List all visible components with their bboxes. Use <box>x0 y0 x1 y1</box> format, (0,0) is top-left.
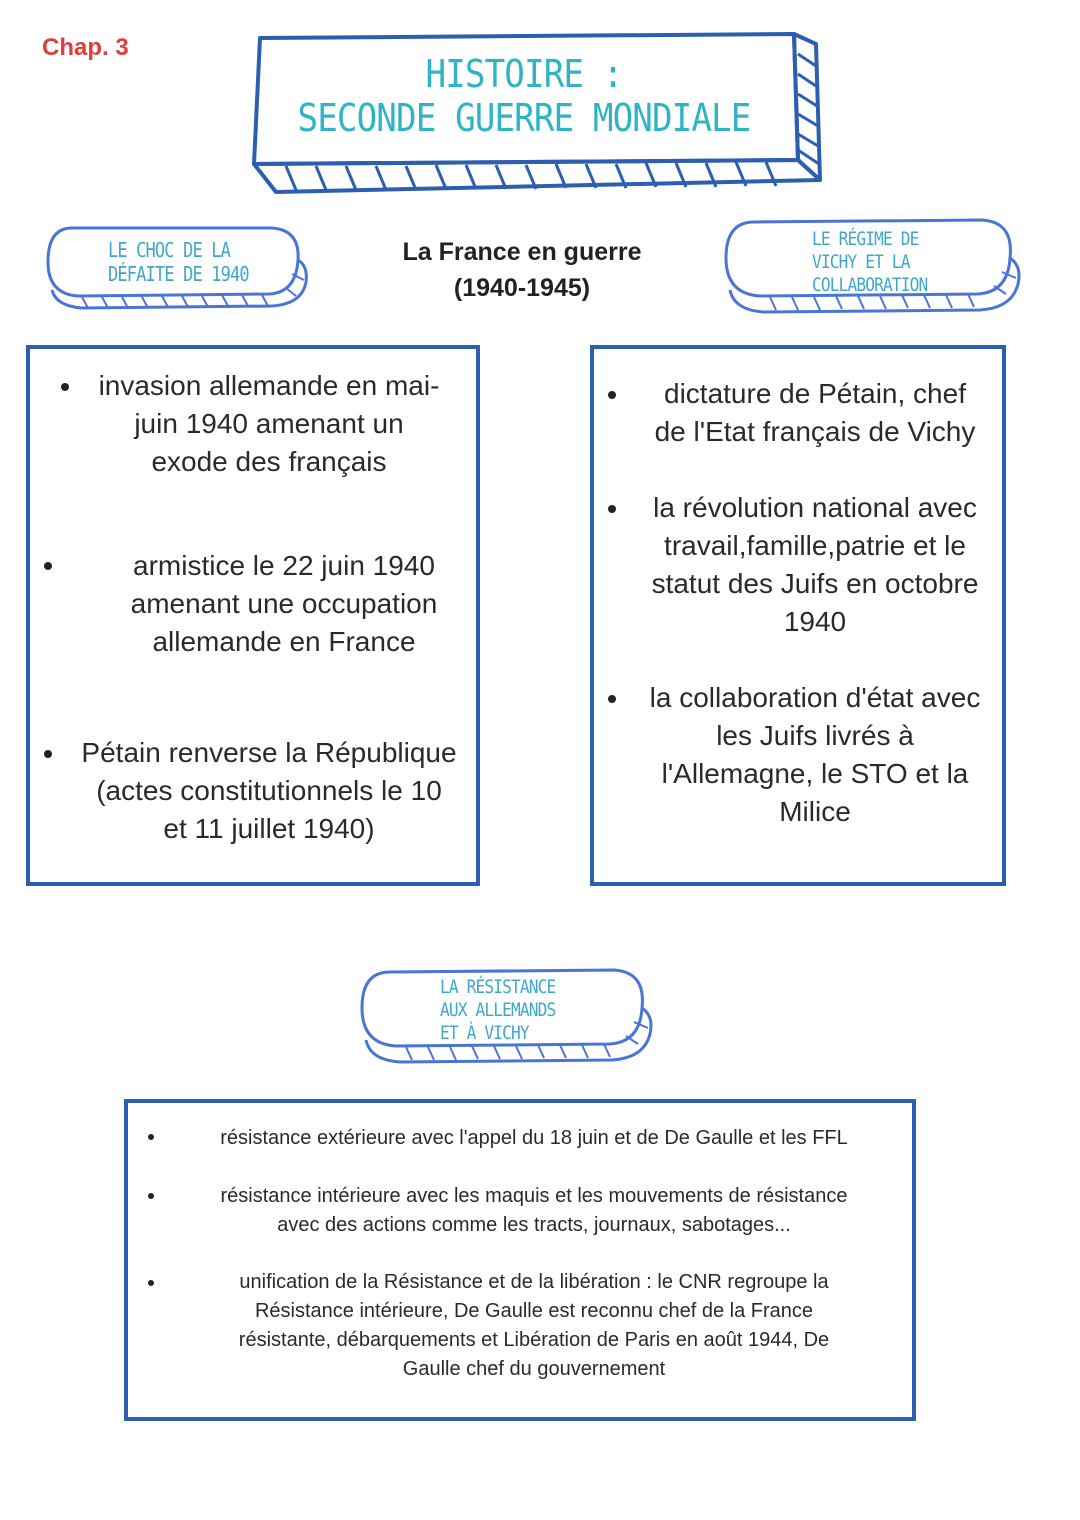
text-line: Résistance intérieure, De Gaulle est reconnu chef de la France <box>254 1300 814 1322</box>
defeat-item-2 <box>94 547 474 661</box>
bullet <box>608 695 616 703</box>
pill-resistance-line: LA RÉSISTANCE <box>440 976 556 998</box>
vichy-item-1 <box>626 375 1004 451</box>
chapter-label: Chap. 3 <box>42 34 129 61</box>
pill-defeat-line: LE CHOC DE LA <box>108 238 231 262</box>
pill-vichy-line: COLLABORATION <box>812 274 928 296</box>
pill-resistance-line: AUX ALLEMANDS <box>440 999 556 1021</box>
text-line: résistance intérieure avec les maquis et les mouvements de résistance <box>220 1185 848 1207</box>
text-line: Gaulle chef du gouvernement <box>402 1358 666 1380</box>
vichy-item-2 <box>626 489 1004 641</box>
text-line: résistance extérieure avec l'appel du 18 juin et de De Gaulle et les FFL <box>220 1127 848 1149</box>
text-line: statut des Juifs en octobre <box>651 568 979 599</box>
pill-vichy-line: VICHY ET LA <box>812 251 910 273</box>
title-line-2: SECONDE GUERRE MONDIALE <box>297 96 751 140</box>
text-line: invasion allemande en mai- <box>98 370 440 401</box>
resistance-item-1 <box>164 1124 904 1153</box>
text-line: et 11 juillet 1940) <box>163 813 375 844</box>
page-title <box>288 52 760 140</box>
text-line: travail,famille,patrie et le <box>664 530 966 561</box>
pill-defeat-label <box>108 238 249 286</box>
text-line: 1940 <box>783 606 847 637</box>
text-line: juin 1940 amenant un <box>134 408 404 439</box>
bullet <box>608 391 616 399</box>
text-line: Pétain renverse la République <box>81 737 457 768</box>
text-line: l'Allemagne, le STO et la <box>661 758 969 789</box>
pill-resistance-line: ET À VICHY <box>440 1022 529 1044</box>
bullet <box>61 383 69 391</box>
text-line: armistice le 22 juin 1940 <box>133 550 435 581</box>
section-title <box>380 234 664 306</box>
bullet <box>148 1193 154 1199</box>
pill-defeat-line: DÉFAITE DE 1940 <box>108 262 249 286</box>
text-line: unification de la Résistance et de la libération : le CNR regroupe la <box>239 1271 829 1293</box>
resistance-item-2 <box>164 1182 904 1240</box>
text-line: amenant une occupation <box>130 588 438 619</box>
title-line-1: HISTOIRE : <box>425 52 623 96</box>
resistance-item-3 <box>164 1268 904 1384</box>
bullet <box>608 505 616 513</box>
pill-resistance-label <box>440 976 555 1045</box>
text-line: résistante, débarquements et Libération de Paris en août 1944, De <box>238 1329 830 1351</box>
text-line: la collaboration d'état avec <box>649 682 981 713</box>
bullet <box>44 562 52 570</box>
bullet <box>148 1134 154 1140</box>
pill-vichy-line: LE RÉGIME DE <box>812 228 919 250</box>
text-line: la révolution national avec <box>653 492 977 523</box>
text-line: de l'Etat français de Vichy <box>654 416 976 447</box>
text-line: les Juifs livrés à <box>716 720 914 751</box>
defeat-item-3 <box>64 734 474 848</box>
text-line: dictature de Pétain, chef <box>664 378 966 409</box>
text-line: (actes constitutionnels le 10 <box>96 775 442 806</box>
bullet <box>148 1280 154 1286</box>
defeat-item-1 <box>84 367 454 481</box>
bullet <box>44 750 52 758</box>
section-title-line-1: La France en guerre <box>402 238 642 266</box>
text-line: allemande en France <box>152 626 416 657</box>
text-line: avec des actions comme les tracts, journaux, sabotages... <box>277 1214 791 1236</box>
vichy-item-3 <box>626 679 1004 831</box>
text-line: exode des français <box>151 446 387 477</box>
text-line: Milice <box>779 796 851 827</box>
pill-vichy-label <box>812 228 927 297</box>
section-title-line-2: (1940-1945) <box>453 274 591 302</box>
